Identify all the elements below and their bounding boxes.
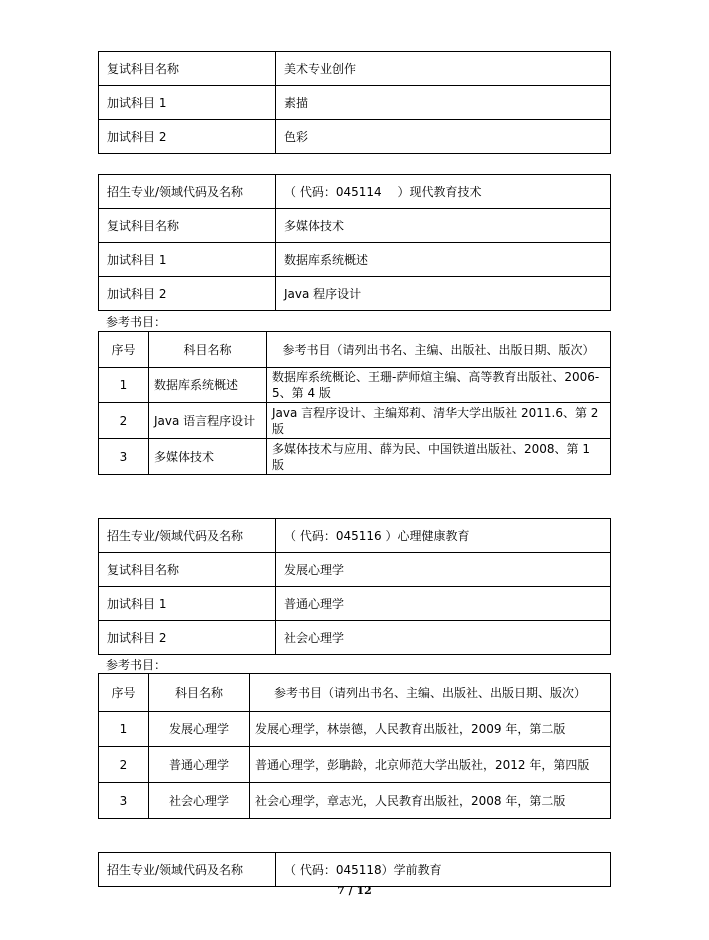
table-row xyxy=(99,439,611,475)
field-label: 加试科目 2 xyxy=(99,621,276,655)
table-row xyxy=(99,243,611,277)
field-label: 加试科目 1 xyxy=(99,86,276,120)
field-value: 数据库系统概述 xyxy=(276,243,611,277)
row-book: 社会心理学，章志光，人民教育出版社，2008 年，第二版 xyxy=(250,783,611,819)
field-value: 发展心理学 xyxy=(276,553,611,587)
field-value: 社会心理学 xyxy=(276,621,611,655)
header-book: 参考书目（请列出书名、主编、出版社、出版日期、版次） xyxy=(267,332,611,368)
table-row xyxy=(99,86,611,120)
field-value: Java 程序设计 xyxy=(276,277,611,311)
page-number: 7 / 12 xyxy=(337,884,372,897)
field-value: 素描 xyxy=(276,86,611,120)
row-subject: 社会心理学 xyxy=(149,783,250,819)
field-value: 色彩 xyxy=(276,120,611,154)
table-row xyxy=(99,120,611,154)
table-row xyxy=(99,587,611,621)
table-row xyxy=(99,175,611,209)
table-row xyxy=(99,747,611,783)
row-book: 发展心理学，林崇德，人民教育出版社，2009 年，第二版 xyxy=(250,712,611,747)
row-no: 3 xyxy=(99,783,149,819)
table-row xyxy=(99,712,611,747)
table-row xyxy=(99,783,611,819)
header-no: 序号 xyxy=(99,674,149,712)
row-book: 普通心理学，彭聃龄，北京师范大学出版社，2012 年，第四版 xyxy=(250,747,611,783)
field-value: 美术专业创作 xyxy=(276,52,611,86)
field-label: 加试科目 1 xyxy=(99,587,276,621)
table-row xyxy=(99,52,611,86)
field-value: （ 代码：045118）学前教育 xyxy=(276,853,611,887)
row-no: 3 xyxy=(99,439,149,475)
header-no: 序号 xyxy=(99,332,149,368)
row-subject: 发展心理学 xyxy=(149,712,250,747)
row-book: 多媒体技术与应用、薛为民、中国铁道出版社、2008、第 1 版 xyxy=(267,439,611,475)
row-subject: 普通心理学 xyxy=(149,747,250,783)
header-book: 参考书目（请列出书名、主编、出版社、出版日期、版次） xyxy=(250,674,611,712)
exam-subjects-table-4 xyxy=(98,852,611,887)
table-row xyxy=(99,621,611,655)
references-table-1 xyxy=(98,331,611,475)
field-label: 招生专业/领域代码及名称 xyxy=(99,853,276,887)
field-value: 多媒体技术 xyxy=(276,209,611,243)
exam-subjects-table-2 xyxy=(98,174,611,311)
field-label: 复试科目名称 xyxy=(99,209,276,243)
table-header-row xyxy=(99,674,611,712)
field-label: 复试科目名称 xyxy=(99,52,276,86)
references-table-2 xyxy=(98,673,611,819)
table-row xyxy=(99,519,611,553)
field-label: 加试科目 2 xyxy=(99,277,276,311)
table-row xyxy=(99,853,611,887)
table-row xyxy=(99,553,611,587)
table-header-row xyxy=(99,332,611,368)
row-subject: 数据库系统概述 xyxy=(149,368,267,403)
header-subject: 科目名称 xyxy=(149,332,267,368)
field-value: （ 代码：045114 ）现代教育技术 xyxy=(276,175,611,209)
row-book: 数据库系统概论、王珊-萨师煊主编、高等教育出版社、2006-5、第 4 版 xyxy=(267,368,611,403)
field-value: 普通心理学 xyxy=(276,587,611,621)
field-label: 加试科目 2 xyxy=(99,120,276,154)
field-label: 招生专业/领域代码及名称 xyxy=(99,175,276,209)
references-label: 参考书目： xyxy=(106,658,167,672)
table-row xyxy=(99,403,611,439)
exam-subjects-table-3 xyxy=(98,518,611,655)
exam-subjects-table-1 xyxy=(98,51,611,154)
row-no: 2 xyxy=(99,747,149,783)
field-value: （ 代码：045116 ）心理健康教育 xyxy=(276,519,611,553)
table-row xyxy=(99,209,611,243)
references-label: 参考书目： xyxy=(106,315,167,329)
row-no: 1 xyxy=(99,368,149,403)
table-row xyxy=(99,368,611,403)
header-subject: 科目名称 xyxy=(149,674,250,712)
field-label: 招生专业/领域代码及名称 xyxy=(99,519,276,553)
row-book: Java 言程序设计、主编郑莉、清华大学出版社 2011.6、第 2 版 xyxy=(267,403,611,439)
field-label: 加试科目 1 xyxy=(99,243,276,277)
row-no: 1 xyxy=(99,712,149,747)
row-subject: Java 语言程序设计 xyxy=(149,403,267,439)
field-label: 复试科目名称 xyxy=(99,553,276,587)
row-no: 2 xyxy=(99,403,149,439)
row-subject: 多媒体技术 xyxy=(149,439,267,475)
table-row xyxy=(99,277,611,311)
